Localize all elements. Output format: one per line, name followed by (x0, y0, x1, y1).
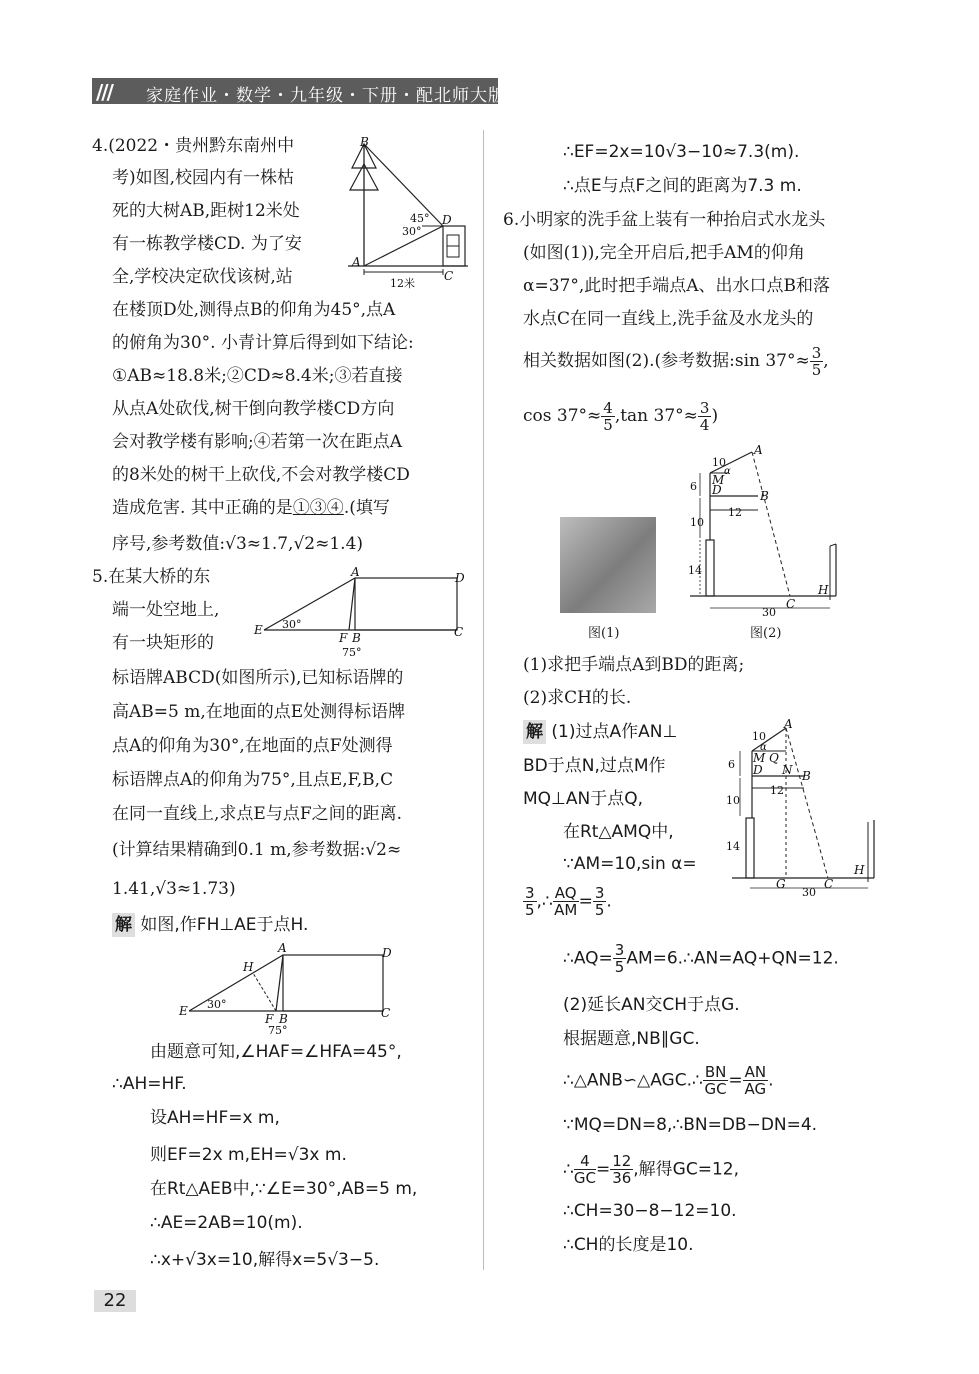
q4-line-3: 死的大树AB,距树12米处 (112, 201, 300, 221)
q6-sol-line-6: $\frac{3}{5}$ ,∴ $\frac{AQ}{AM}$ = $\frac{3}{5}$ . (525, 884, 612, 919)
q4-label-C: C (444, 269, 454, 283)
q6-line-5 (523, 345, 829, 378)
q6-line-2: (如图(1)),完全开启后,把手AM的仰角 (523, 243, 805, 263)
fig2-caption: 图(2) (750, 626, 782, 641)
q6-sol-12-pre: ∴ (563, 1159, 574, 1180)
q5-line-9: (计算结果精确到0.1 m,参考数据:√2≈ (112, 840, 402, 860)
q5-label-E: E (254, 623, 263, 637)
q6s-dim-30: 30 (802, 886, 816, 899)
q6-frac-3-5: $\frac{3}{5}$ (811, 344, 822, 379)
q6s-label-G: G (776, 877, 786, 891)
q4-line-8: ①AB≈18.8米;②CD≈8.4米;③若直接 (112, 366, 403, 386)
q6-sol-line-5: ∵AM=10,sin α= (563, 854, 697, 874)
q5s-label-C: C (381, 1006, 391, 1020)
q6-sol-6-mid: ,∴ (536, 891, 553, 912)
q6-line-1: 6.小明家的洗手盆上装有一种抬启式水龙头 (503, 210, 826, 230)
q5-figure-solution (175, 940, 405, 1035)
q6-question-2: (2)求CH的长. (523, 688, 632, 708)
q5-label-D: D (455, 571, 465, 585)
q4-line-11: 的8米处的树干上砍伐,不会对教学楼CD (112, 465, 410, 485)
q6-frac-4-5: $\frac{4}{5}$ (603, 399, 613, 434)
q4-label-D: D (442, 213, 452, 227)
q5-line-3: 有一块矩形的 (112, 633, 214, 653)
q5s-label-A: A (278, 941, 287, 955)
q5-solution-label: 解 (112, 913, 135, 937)
q5-line-7: 标语牌点A的仰角为75°,且点E,F,B,C (112, 770, 394, 790)
q6-line-5-post: , (823, 351, 829, 371)
column-divider (483, 130, 484, 1270)
q5-line-8: 在同一直线上,求点E与点F之间的距离. (112, 804, 403, 824)
q6-frac-3-4: $\frac{3}{4}$ (699, 399, 710, 434)
q5-solution-line-5: 则EF=2x m,EH=√3x m. (150, 1145, 347, 1165)
q6-sol-10-eq: = (728, 1070, 743, 1091)
q5-angle-75: 75° (342, 646, 362, 659)
q6-solution-label: 解 (523, 720, 546, 744)
q6-sol-10-pre: ∴△ANB∽△AGC.∴ (563, 1070, 703, 1091)
q6-sol-7-pre: ∴AQ= (563, 948, 613, 969)
q6s-dim-12: 12 (770, 784, 784, 797)
q6-line-6-post: ) (711, 406, 719, 426)
q6f-label-C: C (786, 597, 796, 611)
q6s-dim-10a: 10 (752, 730, 766, 743)
q6s-label-H: H (854, 863, 865, 877)
q5-solution-text-1: 如图,作FH⊥AE于点H. (140, 915, 309, 935)
q5s-label-F: F (265, 1012, 274, 1026)
q5-label-F: F (339, 631, 348, 645)
q6f-dim-30: 30 (762, 606, 776, 619)
q6s-label-N: N (782, 763, 793, 777)
q4-line-9: 从点A处砍伐,树干倒向教学楼CD方向 (112, 399, 395, 419)
q5-solution-line-2: 由题意可知,∠HAF=∠HFA=45°, (150, 1042, 402, 1062)
q5s-label-E: E (179, 1004, 188, 1018)
q6s-alpha: α (760, 742, 767, 753)
q6s-label-B: B (802, 769, 811, 783)
q6-sol-frac-12-36: $\frac{12}{36}$ (612, 1152, 632, 1187)
q5-line-1: 5.在某大桥的东 (92, 567, 211, 587)
q6-line-3: α=37°,此时把手端点A、出水口点B和落 (523, 276, 831, 296)
q4-label-B: B (360, 135, 369, 149)
q6s-dim-6: 6 (728, 758, 735, 771)
q5-solution-line-6: 在Rt△AEB中,∵∠E=30°,AB=5 m, (150, 1179, 418, 1199)
q6-sol-line-2: BD于点N,过点M作 (523, 756, 666, 776)
q6s-dim-14: 14 (726, 840, 740, 853)
q5s-angle-30: 30° (207, 998, 227, 1011)
q6-sol-6-eq: = (578, 891, 593, 912)
q6f-dim-12: 12 (728, 506, 742, 519)
q4-angle-45: 45° (410, 212, 430, 225)
q6s-label-M: M (753, 751, 766, 765)
q4-line-4: 有一栋教学楼CD. 为了安 (112, 234, 302, 254)
q4-dist-label: 12米 (390, 277, 415, 290)
q5s-label-D: D (382, 946, 392, 960)
q6-sol-line-1 (523, 720, 677, 744)
q6-sol-12-eq: = (595, 1159, 611, 1180)
q5-line-5: 高AB=5 m,在地面的点E处测得标语牌 (112, 702, 406, 722)
q6-figure-solution (722, 718, 887, 898)
q5-label-C: C (454, 625, 464, 639)
q6-line-6-pre: cos 37°≈ (523, 406, 602, 426)
q6s-dim-10b: 10 (726, 794, 740, 807)
q4-label-A: A (352, 255, 361, 269)
q6-sol-line-14: ∴CH的长度是10. (563, 1235, 694, 1255)
q6-sol-line-12 (563, 1153, 739, 1186)
q4-line-13: 序号,参考数值:√3≈1.7,√2≈1.4) (112, 534, 364, 554)
q6-line-5-pre: 相关数据如图(2).(参考数据:sin 37°≈ (523, 351, 810, 371)
q6f-dim-14: 14 (688, 564, 702, 577)
q6f-label-D: D (712, 483, 722, 497)
q5-label-B: B (352, 631, 361, 645)
q6-sol-frac-an-ag: $\frac{AN}{AG}$ (744, 1063, 767, 1098)
q6-sol-line-11: ∵MQ=DN=8,∴BN=DB−DN=4. (563, 1115, 818, 1135)
q6-sol-line-3: MQ⊥AN于点Q, (523, 789, 643, 809)
q6f-dim-10b: 10 (690, 516, 704, 529)
q5-line-4: 标语牌ABCD(如图所示),已知标语牌的 (112, 668, 404, 688)
q4-line-2: 考)如图,校园内有一株枯 (112, 168, 295, 188)
q6s-label-A: A (784, 717, 793, 731)
q5-figure (252, 566, 472, 666)
q5-line-10: 1.41,√3≈1.73) (112, 879, 236, 899)
q6-sol-12-post: ,解得GC=12, (633, 1159, 740, 1180)
fig1-caption: 图(1) (588, 626, 620, 641)
q6f-label-H: H (818, 583, 829, 597)
faucet-photo (560, 517, 656, 613)
q6-sol-line-7 (563, 942, 839, 975)
q5-line-2: 端一处空地上, (112, 600, 220, 620)
q6-sol-frac-3-5b: $\frac{3}{5}$ (594, 884, 605, 919)
q6-line-6 (523, 400, 718, 433)
q4-line-10: 会对教学楼有影响;④若第一次在距点A (112, 432, 403, 452)
q6f-label-B: B (760, 489, 769, 503)
q6-line-6-mid: ,tan 37°≈ (614, 406, 698, 426)
q6-sol-text-1: (1)过点A作AN⊥ (551, 722, 678, 742)
q5s-label-B: B (279, 1012, 288, 1026)
q4-line-6: 在楼顶D处,测得点B的仰角为45°,点A (112, 300, 396, 320)
q6-question-1: (1)求把手端点A到BD的距离; (523, 655, 745, 675)
q5-line-6: 点A的仰角为30°,在地面的点F处测得 (112, 736, 393, 756)
q6-sol-line-10 (563, 1064, 773, 1097)
q6s-label-D: D (753, 763, 763, 777)
q6-sol-7-post: AM=6.∴AN=AQ+QN=12. (626, 948, 839, 969)
q6-sol-line-13: ∴CH=30−8−12=10. (563, 1201, 737, 1221)
q5s-label-H: H (243, 960, 254, 974)
q5-solution-line-3: ∴AH=HF. (112, 1074, 187, 1094)
q4-line-1: 4.(2022・贵州黔东南州中 (92, 136, 295, 156)
q4-line-5: 全,学校决定砍伐该树,站 (112, 267, 293, 287)
q5-end-line-1: ∴EF=2x=10√3−10≈7.3(m). (563, 142, 800, 162)
q4-answer: ①③④ (292, 498, 344, 518)
q6f-dim-6: 6 (690, 480, 697, 493)
q5-label-A: A (351, 565, 360, 579)
q5-end-line-2: ∴点E与点F之间的距离为7.3 m. (563, 176, 802, 196)
q5-angle-30: 30° (282, 618, 302, 631)
q6-sol-frac-4-gc: $\frac{4}{GC}$ (573, 1152, 596, 1187)
q5-solution-line-8: ∴x+√3x=10,解得x=5√3−5. (150, 1250, 380, 1270)
q5-solution-line-7: ∴AE=2AB=10(m). (150, 1213, 303, 1233)
q5s-angle-75: 75° (268, 1024, 288, 1037)
q6-figure-2 (680, 440, 850, 620)
q6s-label-Q: Q (769, 751, 779, 765)
q6-sol-line-8: (2)延长AN交CH于点G. (563, 995, 740, 1015)
q6f-label-M: M (712, 473, 725, 487)
q6f-dim-10a: 10 (712, 456, 726, 469)
q6-line-4: 水点C在同一直线上,洗手盆及水龙头的 (523, 309, 814, 329)
q6-sol-line-9: 根据题意,NB∥GC. (563, 1029, 700, 1049)
q6f-alpha: α (724, 466, 731, 477)
q6f-label-A: A (754, 443, 763, 457)
q4-angle-30: 30° (402, 225, 422, 238)
q5-solution-line-4: 设AH=HF=x m, (150, 1108, 280, 1128)
q4-line-12-pre: 造成危害. 其中正确的是 (112, 498, 293, 518)
q6-sol-frac-bn-gc: $\frac{BN}{GC}$ (704, 1063, 727, 1098)
q4-line-7: 的俯角为30°. 小青计算后得到如下结论: (112, 333, 414, 353)
q6-sol-10-post: . (768, 1070, 774, 1091)
header-title: 家庭作业・数学・九年级・下册・配北师大版 (146, 86, 506, 106)
page-number: 22 (94, 1290, 136, 1312)
q6-sol-frac-3-5c: $\frac{3}{5}$ (614, 941, 625, 976)
q5-solution-line-1 (112, 913, 308, 937)
q6-sol-frac-aq-am: $\frac{AQ}{AM}$ (554, 884, 578, 919)
q6-sol-frac-3-5: $\frac{3}{5}$ (525, 884, 535, 919)
q4-line-12 (112, 496, 390, 520)
q6s-label-C: C (824, 877, 834, 891)
q4-line-12-post: .(填写 (343, 498, 390, 518)
header-stripes: /// (96, 80, 112, 104)
q6-sol-line-4: 在Rt△AMQ中, (563, 822, 674, 842)
q4-figure (340, 134, 480, 294)
